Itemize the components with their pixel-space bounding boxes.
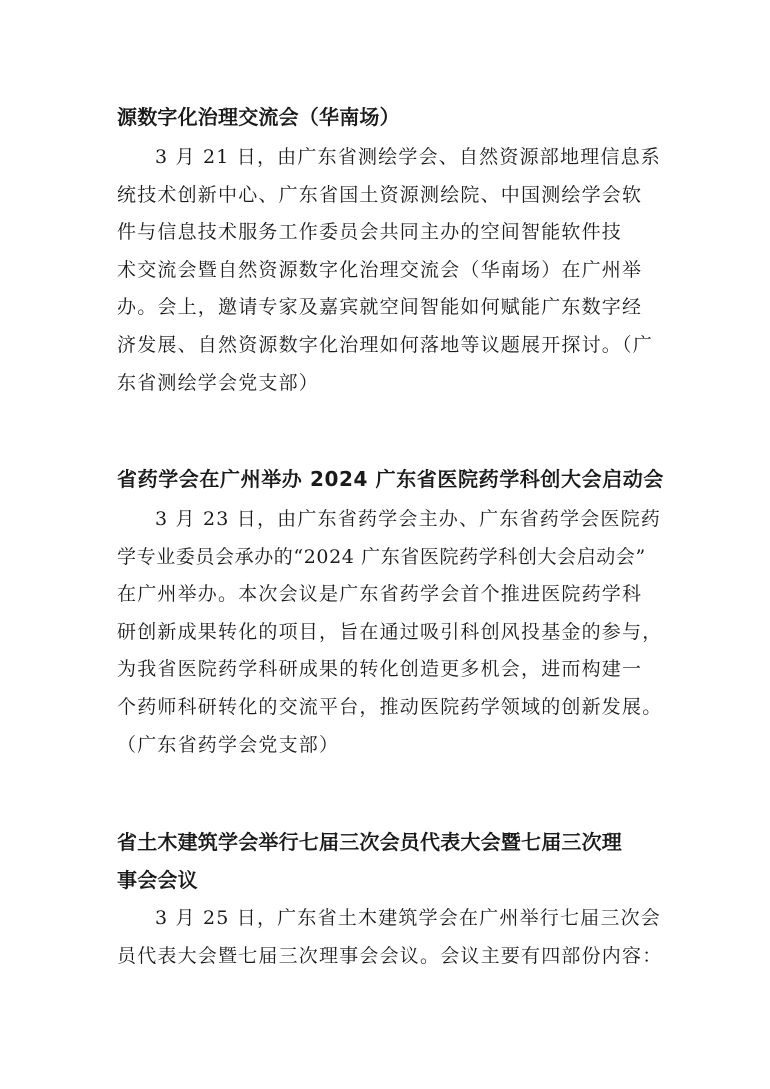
section-2-line-5: 为我省医院药学科研成果的转化创造更多机会，进而构建一	[117, 658, 643, 681]
section-1-line-2: 统技术创新中心、广东省国土资源测绘院、中国测绘学会软	[117, 183, 643, 206]
section-3	[117, 823, 677, 899]
section-2-title: 省药学会在广州举办 2024 广东省医院药学科创大会启动会	[117, 467, 664, 491]
section-2-line-3: 在广州举办。本次会议是广东省药学会首个推进医院药学科	[117, 583, 643, 606]
section-1-line-1: 3 月 21 日，由广东省测绘学会、自然资源部地理信息系	[155, 146, 661, 168]
section-1-line-7: 东省测绘学会党支部）	[117, 371, 320, 394]
section-1-line-3: 件与信息技术服务工作委员会共同主办的空间智能软件技	[117, 221, 623, 244]
section-2-body	[117, 501, 677, 764]
section-2-line-4: 研创新成果转化的项目，旨在通过吸引科创风投基金的参与，	[117, 620, 663, 643]
section-2-line-7: （广东省药学会党支部）	[117, 733, 340, 756]
section-1-title: 源数字化治理交流会（华南场）	[117, 105, 400, 129]
section-3-line-1: 3 月 25 日，广东省土木建筑学会在广州举行七届三次会	[155, 907, 661, 929]
section-1	[117, 98, 677, 136]
section-1-line-4: 术交流会暨自然资源数字化治理交流会（华南场）在广州举	[117, 258, 643, 281]
section-3-line-2: 员代表大会暨七届三次理事会会议。会议主要有四部份内容：	[117, 944, 663, 967]
section-2	[117, 460, 677, 498]
section-2-line-2: 学专业委员会承办的“2024 广东省医院药学科创大会启动会”	[117, 545, 646, 568]
section-1-body	[117, 139, 677, 402]
section-2-line-1: 3 月 23 日，由广东省药学会主办、广东省药学会医院药	[155, 508, 661, 530]
section-1-line-5: 办。会上，邀请专家及嘉宾就空间智能如何赋能广东数字经	[117, 296, 643, 319]
section-3-title-line-1: 省土木建筑学会举行七届三次会员代表大会暨七届三次理	[117, 830, 622, 854]
section-1-line-6: 济发展、自然资源数字化治理如何落地等议题展开探讨。（广	[117, 333, 653, 356]
section-3-body	[117, 900, 677, 975]
section-3-title	[117, 823, 677, 899]
section-3-title-line-2: 事会会议	[117, 868, 198, 892]
section-2-line-6: 个药师科研转化的交流平台，推动医院药学领域的创新发展。	[117, 695, 663, 718]
